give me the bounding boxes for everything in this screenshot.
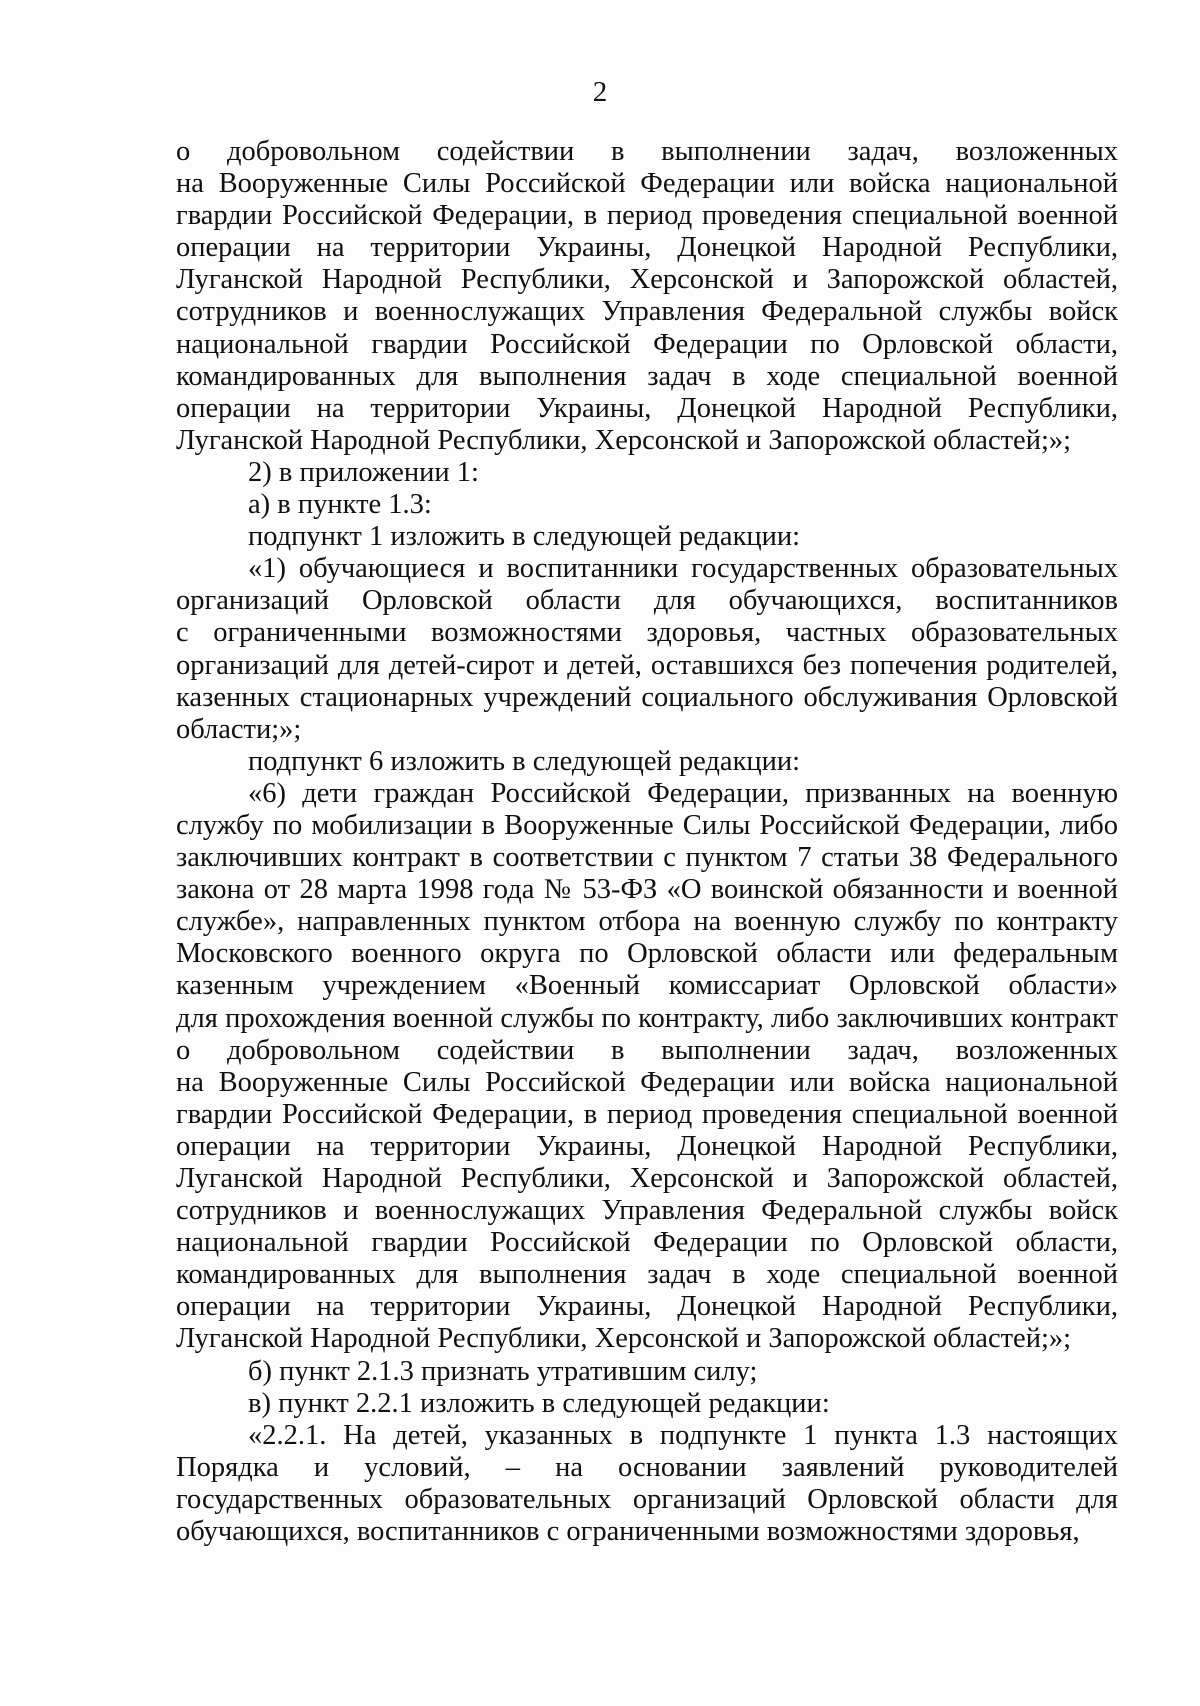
text-line: Луганской Народной Республики, Херсонской и Запорожской областей, xyxy=(176,264,1118,296)
text-line: службе», направленных пунктом отбора на военную службу по контракту xyxy=(176,906,1118,938)
text-line: закона от 28 марта 1998 года № 53-ФЗ «О воинской обязанности и военной xyxy=(176,874,1118,906)
text-line: Порядка и условий, – на основании заявлений руководителей xyxy=(176,1451,1118,1483)
text-line: казенных стационарных учреждений социального обслуживания Орловской xyxy=(176,681,1118,713)
text-line: сотрудников и военнослужащих Управления Федеральной службы войск xyxy=(176,296,1118,328)
text-line: подпункт 1 изложить в следующей редакции: xyxy=(248,521,801,553)
text-line: «1) обучающиеся и воспитанники государственных образовательных xyxy=(248,553,1118,585)
text-line: обучающихся, воспитанников с ограниченными возможностями здоровья, xyxy=(176,1516,1080,1548)
text-line: для прохождения военной службы по контракту, либо заключивших контракт xyxy=(176,1002,1118,1034)
text-line: Луганской Народной Республики, Херсонской и Запорожской областей;»; xyxy=(176,424,1072,456)
text-line: заключивших контракт в соответствии с пунктом 7 статьи 38 Федерального xyxy=(176,842,1118,874)
text-line: командированных для выполнения задач в ходе специальной военной xyxy=(176,1259,1118,1291)
text-line: сотрудников и военнослужащих Управления Федеральной службы войск xyxy=(176,1195,1118,1227)
text-line: операции на территории Украины, Донецкой Народной Республики, xyxy=(176,232,1118,264)
text-line: организаций Орловской области для обучающихся, воспитанников xyxy=(176,585,1118,617)
text-line: операции на территории Украины, Донецкой Народной Республики, xyxy=(176,1130,1118,1162)
text-line: области;»; xyxy=(176,713,302,745)
page-number: 2 xyxy=(592,76,608,108)
text-line: с ограниченными возможностями здоровья, частных образовательных xyxy=(176,617,1118,649)
text-line: в) пункт 2.2.1 изложить в следующей редакции: xyxy=(248,1387,830,1419)
text-line: подпункт 6 изложить в следующей редакции: xyxy=(248,745,801,777)
text-line: гвардии Российской Федерации, в период проведения специальной военной xyxy=(176,1098,1118,1130)
text-line: Луганской Народной Республики, Херсонской и Запорожской областей, xyxy=(176,1163,1118,1194)
text-line: «2.2.1. На детей, указанных в подпункте 1 пункта 1.3 настоящих xyxy=(248,1419,1118,1451)
text-line: казенным учреждением «Военный комиссариат Орловской области» xyxy=(176,970,1118,1002)
text-line: национальной гвардии Российской Федерации по Орловской области, xyxy=(176,328,1118,360)
text-line: операции на территории Украины, Донецкой Народной Республики, xyxy=(176,1291,1118,1323)
text-line: Московского военного округа по Орловской области или федеральным xyxy=(176,938,1118,970)
text-line: Луганской Народной Республики, Херсонской и Запорожской областей;»; xyxy=(176,1323,1072,1355)
text-line: командированных для выполнения задач в ходе специальной военной xyxy=(176,360,1118,392)
text-line: о добровольном содействии в выполнении задач, возложенных xyxy=(176,136,1118,167)
text-line: «6) дети граждан Российской Федерации, призванных на военную xyxy=(248,777,1118,809)
text-line: организаций для детей-сирот и детей, оставшихся без попечения родителей, xyxy=(176,649,1118,681)
text-line: а) в пункте 1.3: xyxy=(248,489,432,521)
text-line: гвардии Российской Федерации, в период проведения специальной военной xyxy=(176,200,1118,232)
text-line: на Вооруженные Силы Российской Федерации или войска национальной xyxy=(176,1066,1118,1098)
document-body xyxy=(176,136,1118,1548)
text-line: 2) в приложении 1: xyxy=(248,456,479,488)
text-line: о добровольном содействии в выполнении задач, возложенных xyxy=(176,1034,1118,1066)
text-line: службу по мобилизации в Вооруженные Силы Российской Федерации, либо xyxy=(176,809,1118,841)
text-line: операции на территории Украины, Донецкой Народной Республики, xyxy=(176,392,1118,424)
text-line: на Вооруженные Силы Российской Федерации или войска национальной xyxy=(176,168,1118,200)
text-line: б) пункт 2.1.3 признать утратившим силу; xyxy=(248,1355,758,1387)
text-line: государственных образовательных организаций Орловской области для xyxy=(176,1483,1118,1515)
text-line: национальной гвардии Российской Федерации по Орловской области, xyxy=(176,1227,1118,1259)
